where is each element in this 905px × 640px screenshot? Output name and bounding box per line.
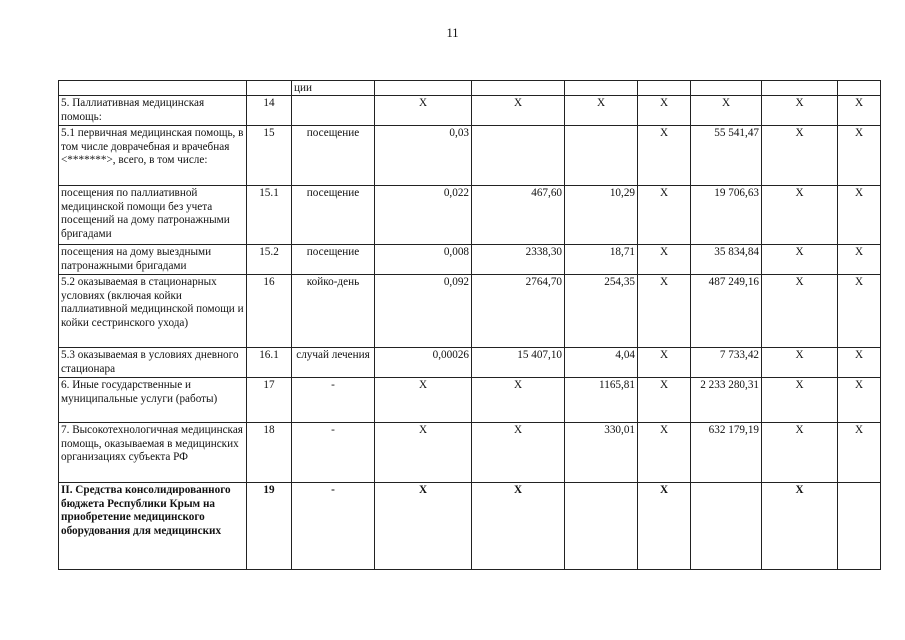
cost-cell: X bbox=[472, 378, 565, 423]
cost-cell: 2338,30 bbox=[472, 245, 565, 275]
norm-cell: X bbox=[375, 378, 472, 423]
total-cell: 55 541,47 bbox=[691, 126, 762, 186]
per-capita-cell: X bbox=[565, 96, 638, 126]
num-cell: 16.1 bbox=[247, 348, 292, 378]
per-capita-cell bbox=[565, 81, 638, 96]
x-cell-b bbox=[762, 81, 838, 96]
unit-cell: посещение bbox=[292, 186, 375, 245]
cost-cell bbox=[472, 81, 565, 96]
x-cell-c: X bbox=[838, 245, 881, 275]
unit-cell: - bbox=[292, 378, 375, 423]
name-cell: 6. Иные государственные и муниципальные услуги (работы) bbox=[59, 378, 247, 423]
total-cell: X bbox=[691, 96, 762, 126]
unit-cell: посещение bbox=[292, 126, 375, 186]
norm-cell: 0,03 bbox=[375, 126, 472, 186]
unit-cell: - bbox=[292, 423, 375, 483]
x-cell-b: X bbox=[762, 275, 838, 348]
x-cell-a: X bbox=[638, 245, 691, 275]
per-capita-cell: 254,35 bbox=[565, 275, 638, 348]
num-cell: 18 bbox=[247, 423, 292, 483]
x-cell-a: X bbox=[638, 378, 691, 423]
unit-cell: ции bbox=[292, 81, 375, 96]
norm-cell: X bbox=[375, 423, 472, 483]
x-cell-c: X bbox=[838, 126, 881, 186]
num-cell: 17 bbox=[247, 378, 292, 423]
cost-cell: 2764,70 bbox=[472, 275, 565, 348]
cost-cell: X bbox=[472, 423, 565, 483]
name-cell: 7. Высокотехнологичная медицинская помощь, оказываемая в медицинских организациях субъекта РФ bbox=[59, 423, 247, 483]
name-cell: 5.2 оказываемая в стационарных условиях (включая койки паллиативной медицинской помощи и койки сестринского ухода) bbox=[59, 275, 247, 348]
x-cell-a: X bbox=[638, 348, 691, 378]
total-cell: 632 179,19 bbox=[691, 423, 762, 483]
x-cell-b: X bbox=[762, 186, 838, 245]
per-capita-cell bbox=[565, 126, 638, 186]
total-cell: 2 233 280,31 bbox=[691, 378, 762, 423]
x-cell-b: X bbox=[762, 96, 838, 126]
norm-cell: 0,00026 bbox=[375, 348, 472, 378]
x-cell-b: X bbox=[762, 245, 838, 275]
per-capita-cell: 10,29 bbox=[565, 186, 638, 245]
total-cell bbox=[691, 81, 762, 96]
x-cell-a: X bbox=[638, 275, 691, 348]
cost-cell: X bbox=[472, 483, 565, 570]
cost-cell: 467,60 bbox=[472, 186, 565, 245]
x-cell-b: X bbox=[762, 348, 838, 378]
x-cell-a: X bbox=[638, 186, 691, 245]
x-cell-c bbox=[838, 81, 881, 96]
norm-cell: 0,008 bbox=[375, 245, 472, 275]
x-cell-c: X bbox=[838, 378, 881, 423]
total-cell: 35 834,84 bbox=[691, 245, 762, 275]
per-capita-cell: 18,71 bbox=[565, 245, 638, 275]
unit-cell: случай лечения bbox=[292, 348, 375, 378]
num-cell: 15.1 bbox=[247, 186, 292, 245]
x-cell-a: X bbox=[638, 96, 691, 126]
unit-cell: - bbox=[292, 483, 375, 570]
name-cell bbox=[59, 81, 247, 96]
num-cell: 19 bbox=[247, 483, 292, 570]
x-cell-c: X bbox=[838, 186, 881, 245]
total-cell: 19 706,63 bbox=[691, 186, 762, 245]
name-cell: 5.3 оказываемая в условиях дневного стационара bbox=[59, 348, 247, 378]
cost-cell bbox=[472, 126, 565, 186]
unit-cell: койко-день bbox=[292, 275, 375, 348]
x-cell-a bbox=[638, 81, 691, 96]
name-cell: II. Средства консолидированного бюджета Республики Крым на приобретение медицинского оборудования для медицинских bbox=[59, 483, 247, 570]
norm-cell: 0,022 bbox=[375, 186, 472, 245]
x-cell-c bbox=[838, 483, 881, 570]
unit-cell bbox=[292, 96, 375, 126]
cost-cell: 15 407,10 bbox=[472, 348, 565, 378]
unit-cell: посещение bbox=[292, 245, 375, 275]
table-row bbox=[59, 126, 881, 186]
x-cell-b: X bbox=[762, 483, 838, 570]
table-row bbox=[59, 186, 881, 245]
num-cell: 14 bbox=[247, 96, 292, 126]
table-row bbox=[59, 423, 881, 483]
num-cell: 16 bbox=[247, 275, 292, 348]
total-cell: 7 733,42 bbox=[691, 348, 762, 378]
total-cell: 487 249,16 bbox=[691, 275, 762, 348]
x-cell-b: X bbox=[762, 126, 838, 186]
num-cell bbox=[247, 81, 292, 96]
norm-cell: X bbox=[375, 483, 472, 570]
norm-cell: 0,092 bbox=[375, 275, 472, 348]
name-cell: посещения на дому выездными патронажными бригадами bbox=[59, 245, 247, 275]
x-cell-b: X bbox=[762, 378, 838, 423]
x-cell-b: X bbox=[762, 423, 838, 483]
page-number: 11 bbox=[446, 26, 459, 40]
name-cell: 5. Паллиативная медицинская помощь: bbox=[59, 96, 247, 126]
x-cell-c: X bbox=[838, 96, 881, 126]
x-cell-a: X bbox=[638, 126, 691, 186]
table-row bbox=[59, 378, 881, 423]
cost-cell: X bbox=[472, 96, 565, 126]
table-row bbox=[59, 275, 881, 348]
x-cell-a: X bbox=[638, 483, 691, 570]
norm-cell bbox=[375, 81, 472, 96]
budget-table bbox=[58, 80, 881, 570]
name-cell: посещения по паллиативной медицинской помощи без учета посещений на дому патронажными бригадами bbox=[59, 186, 247, 245]
per-capita-cell: 330,01 bbox=[565, 423, 638, 483]
table-row bbox=[59, 81, 881, 96]
x-cell-c: X bbox=[838, 275, 881, 348]
per-capita-cell bbox=[565, 483, 638, 570]
x-cell-c: X bbox=[838, 423, 881, 483]
table-row bbox=[59, 348, 881, 378]
num-cell: 15 bbox=[247, 126, 292, 186]
per-capita-cell: 4,04 bbox=[565, 348, 638, 378]
per-capita-cell: 1165,81 bbox=[565, 378, 638, 423]
num-cell: 15.2 bbox=[247, 245, 292, 275]
table-row bbox=[59, 96, 881, 126]
name-cell: 5.1 первичная медицинская помощь, в том числе доврачебная и врачебная <*******>, всего, в том числе: bbox=[59, 126, 247, 186]
total-cell bbox=[691, 483, 762, 570]
x-cell-a: X bbox=[638, 423, 691, 483]
norm-cell: X bbox=[375, 96, 472, 126]
x-cell-c: X bbox=[838, 348, 881, 378]
table-row bbox=[59, 483, 881, 570]
table-row bbox=[59, 245, 881, 275]
